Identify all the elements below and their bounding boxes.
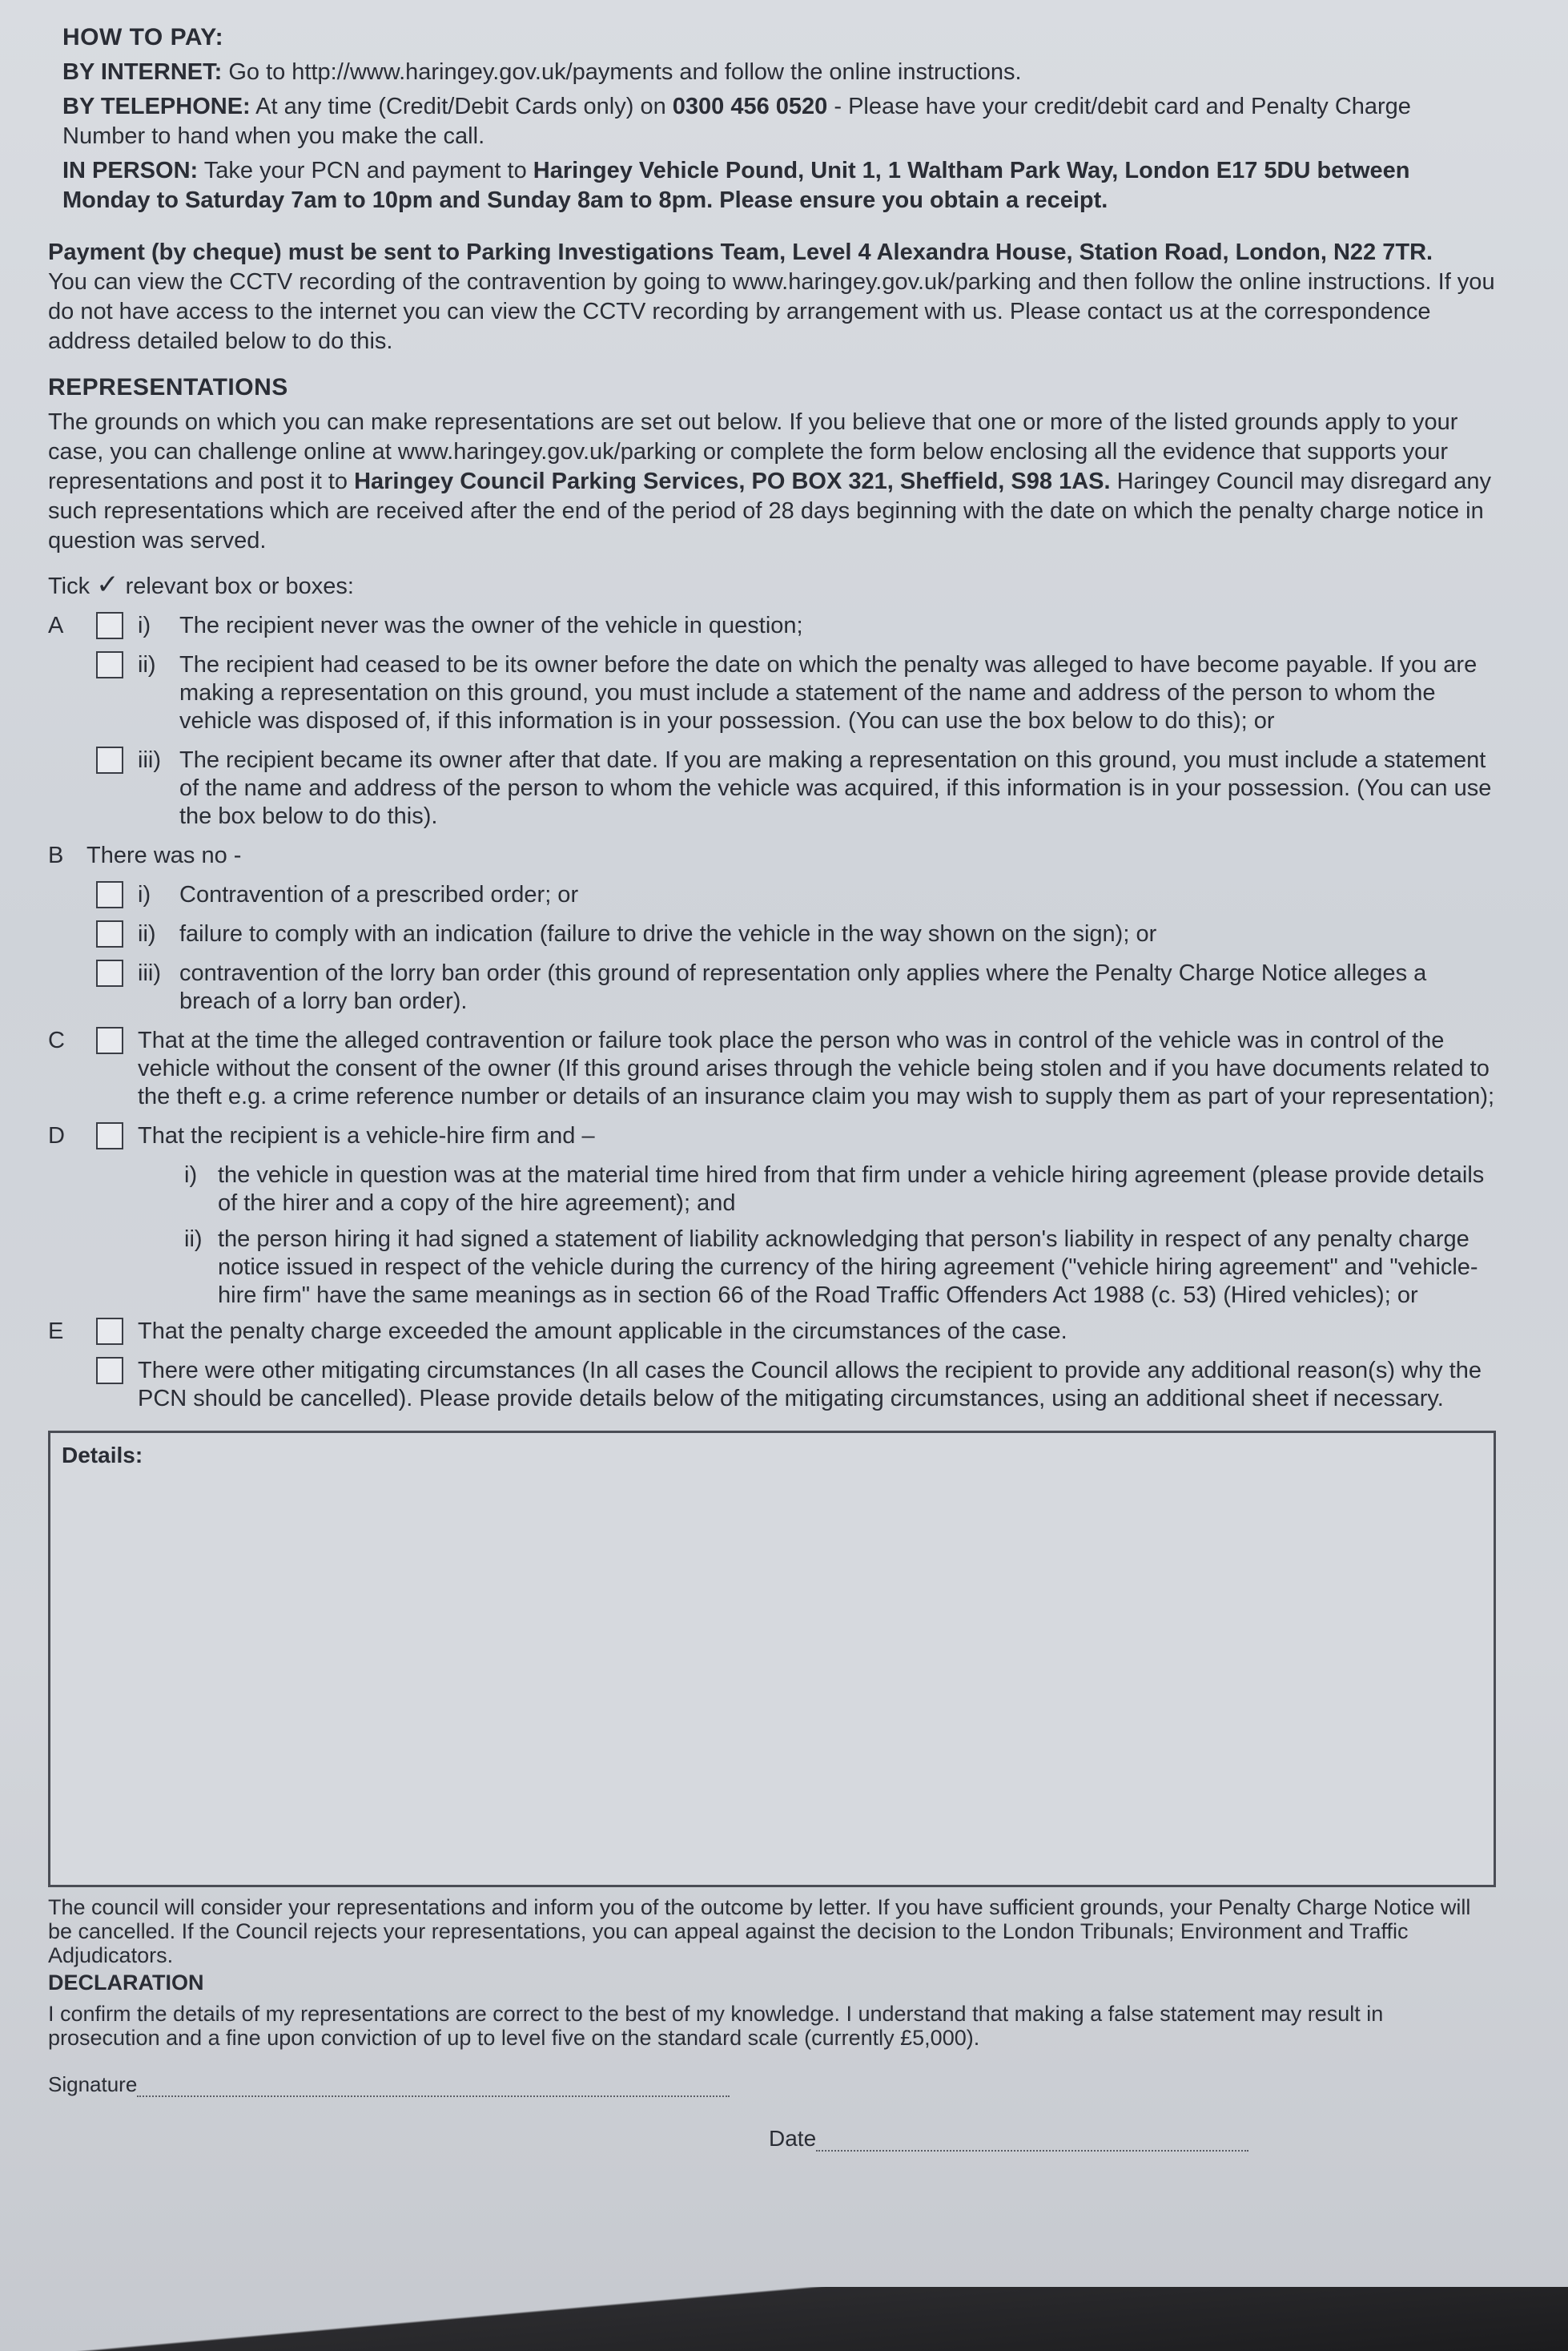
how-to-pay-section	[48, 24, 1496, 215]
ground-d-ii: ii) the person hiring it had signed a statement of liability acknowledging that person's liability in respect of any penalty charge notice issued in respect of the vehicle during the currency of the hiring agreement ("vehicle hiring agreement" and "vehicle-hire firm" have the same meanings as in section 66 of the Road Traffic Offenders Act 1988 (c. 53) (Hired vehicles); or	[184, 1226, 1478, 1308]
details-box[interactable]	[48, 1431, 1496, 1887]
representations-text: The grounds on which you can make representations are set out below. If you believe that one or more of the listed grounds apply to your case, you can challenge online at www.haringey.gov.uk/parking or complete the form below enclosing all the evidence that supports your representations and post it to Haringey Council Parking Services, PO BOX 321, Sheffield, S98 1AS. Haringey Council may disregard any such representations which are received after the end of the period of 28 days beginning with the date on which the penalty charge notice in question was served.	[48, 409, 1492, 554]
page-edge-shadow	[0, 2287, 1568, 2351]
ground-b-iii: iii) contravention of the lorry ban order (this ground of representation only applies where the Penalty Charge Notice alleges a breach of a lorry ban order).	[48, 960, 1496, 1016]
declaration-section	[48, 1895, 1496, 2152]
ground-d-i: i) the vehicle in question was at the material time hired from that firm under a vehicle hiring agreement (please provide details of the hirer and a copy of the hire agreement); and	[184, 1162, 1485, 1216]
ground-b-heading: B There was no -	[48, 843, 242, 868]
date-row	[769, 2126, 1496, 2152]
ground-c: C That at the time the alleged contravention or failure took place the person who was in control of the vehicle was in control of the vehicle without the consent of the owner (If this ground arises through the vehicle being stolen and if you have documents related to the theft e.g. a crime reference number or details of an insurance claim you may wish to supply them as part of your representation);	[48, 1028, 1495, 1109]
ground-e-i: E That the penalty charge exceeded the amount applicable in the circumstances of the case.	[48, 1318, 1067, 1344]
tick-mark-icon: ✓	[96, 570, 119, 600]
ground-b-i: i) Contravention of a prescribed order; or	[48, 881, 1496, 909]
ground-letter: B	[48, 843, 64, 868]
date-label: Date	[769, 2126, 817, 2151]
declaration-text: I confirm the details of my representations are correct to the best of my knowledge. I understand that making a false statement may result in prosecution and a fine upon conviction of up to level five on the standard scale (currently £5,000).	[48, 2002, 1384, 2050]
checkbox-a-i[interactable]	[96, 612, 123, 639]
signature-line[interactable]	[137, 2094, 730, 2097]
pay-in-person: IN PERSON: Take your PCN and payment to Haringey Vehicle Pound, Unit 1, 1 Waltham Park Way, London E17 5DU between Monday to Saturday 7am to 10pm and Sunday 8am to 8pm. Please ensure you obtain a receipt.	[62, 158, 1410, 213]
date-line[interactable]	[816, 2148, 1248, 2152]
representations-heading: REPRESENTATIONS	[48, 374, 288, 401]
signature-row	[48, 2072, 1496, 2097]
pay-by-telephone: BY TELEPHONE: At any time (Credit/Debit Cards only) on 0300 456 0520 - Please have your credit/debit card and Penalty Charge Number to hand when you make the call.	[62, 94, 1411, 149]
ground-a-iii: iii) The recipient became its owner after that date. If you are making a representation on this ground, you must include a statement of the name and address of the person to whom the vehicle was acquired, if this information is in your possession. (You can use the box below to do this).	[48, 747, 1496, 831]
checkbox-c[interactable]	[96, 1027, 123, 1054]
ground-letter: C	[48, 1028, 65, 1053]
checkbox-b-ii[interactable]	[96, 920, 123, 948]
checkbox-a-ii[interactable]	[96, 651, 123, 678]
checkbox-b-iii[interactable]	[96, 960, 123, 987]
checkbox-d[interactable]	[96, 1122, 123, 1149]
ground-letter: A	[48, 613, 64, 638]
cheque-payment-text: Payment (by cheque) must be sent to Parking Investigations Team, Level 4 Alexandra House, Station Road, London, N22 7TR.	[48, 240, 1433, 265]
ground-e-ii: There were other mitigating circumstances (In all cases the Council allows the recipient to provide any additional reason(s) why the PCN should be cancelled). Please provide details below of the mitigating circumstances, using an additional sheet if necessary.	[48, 1357, 1496, 1413]
ground-d: D That the recipient is a vehicle-hire firm and –	[48, 1123, 595, 1149]
ground-b-ii: ii) failure to comply with an indication (failure to drive the vehicle in the way shown on the sign); or	[48, 920, 1496, 948]
tick-instruction: Tick ✓ relevant box or boxes:	[48, 570, 354, 600]
checkbox-e-ii[interactable]	[96, 1357, 123, 1384]
ground-letter: E	[48, 1318, 64, 1344]
outcome-text: The council will consider your representations and inform you of the outcome by letter. If you have sufficient grounds, your Penalty Charge Notice will be cancelled. If the Council rejects your representations, you can appeal against the decision to the London Tribunals; Environment and Traffic Adjudicators.	[48, 1895, 1471, 1967]
checkbox-b-i[interactable]	[96, 881, 123, 908]
details-label: Details:	[62, 1443, 143, 1467]
checkbox-a-iii[interactable]	[96, 747, 123, 774]
declaration-heading: DECLARATION	[48, 1971, 204, 1995]
cctv-text: You can view the CCTV recording of the contravention by going to www.haringey.gov.uk/parking and then follow the online instructions. If you do not have access to the internet you can view the CCTV recording by arrangement with us. Please contact us at the correspondence address detailed below to do this.	[48, 269, 1495, 354]
how-to-pay-heading: HOW TO PAY:	[62, 24, 224, 50]
ground-a-i: A i) The recipient never was the owner of the vehicle in question;	[48, 613, 803, 638]
pay-by-internet: BY INTERNET: Go to http://www.haringey.gov.uk/payments and follow the online instructions.	[62, 59, 1022, 85]
checkbox-e-i[interactable]	[96, 1318, 123, 1345]
ground-letter: D	[48, 1123, 65, 1149]
ground-a-ii: ii) The recipient had ceased to be its owner before the date on which the penalty was alleged to have become payable. If you are making a representation on this ground, you must include a statement of the name and address of the person to whom the vehicle was disposed of, if this information is in your possession. (You can use the box below to do this); or	[48, 651, 1496, 735]
signature-label: Signature	[48, 2072, 138, 2096]
telephone-number: 0300 456 0520	[672, 94, 828, 119]
